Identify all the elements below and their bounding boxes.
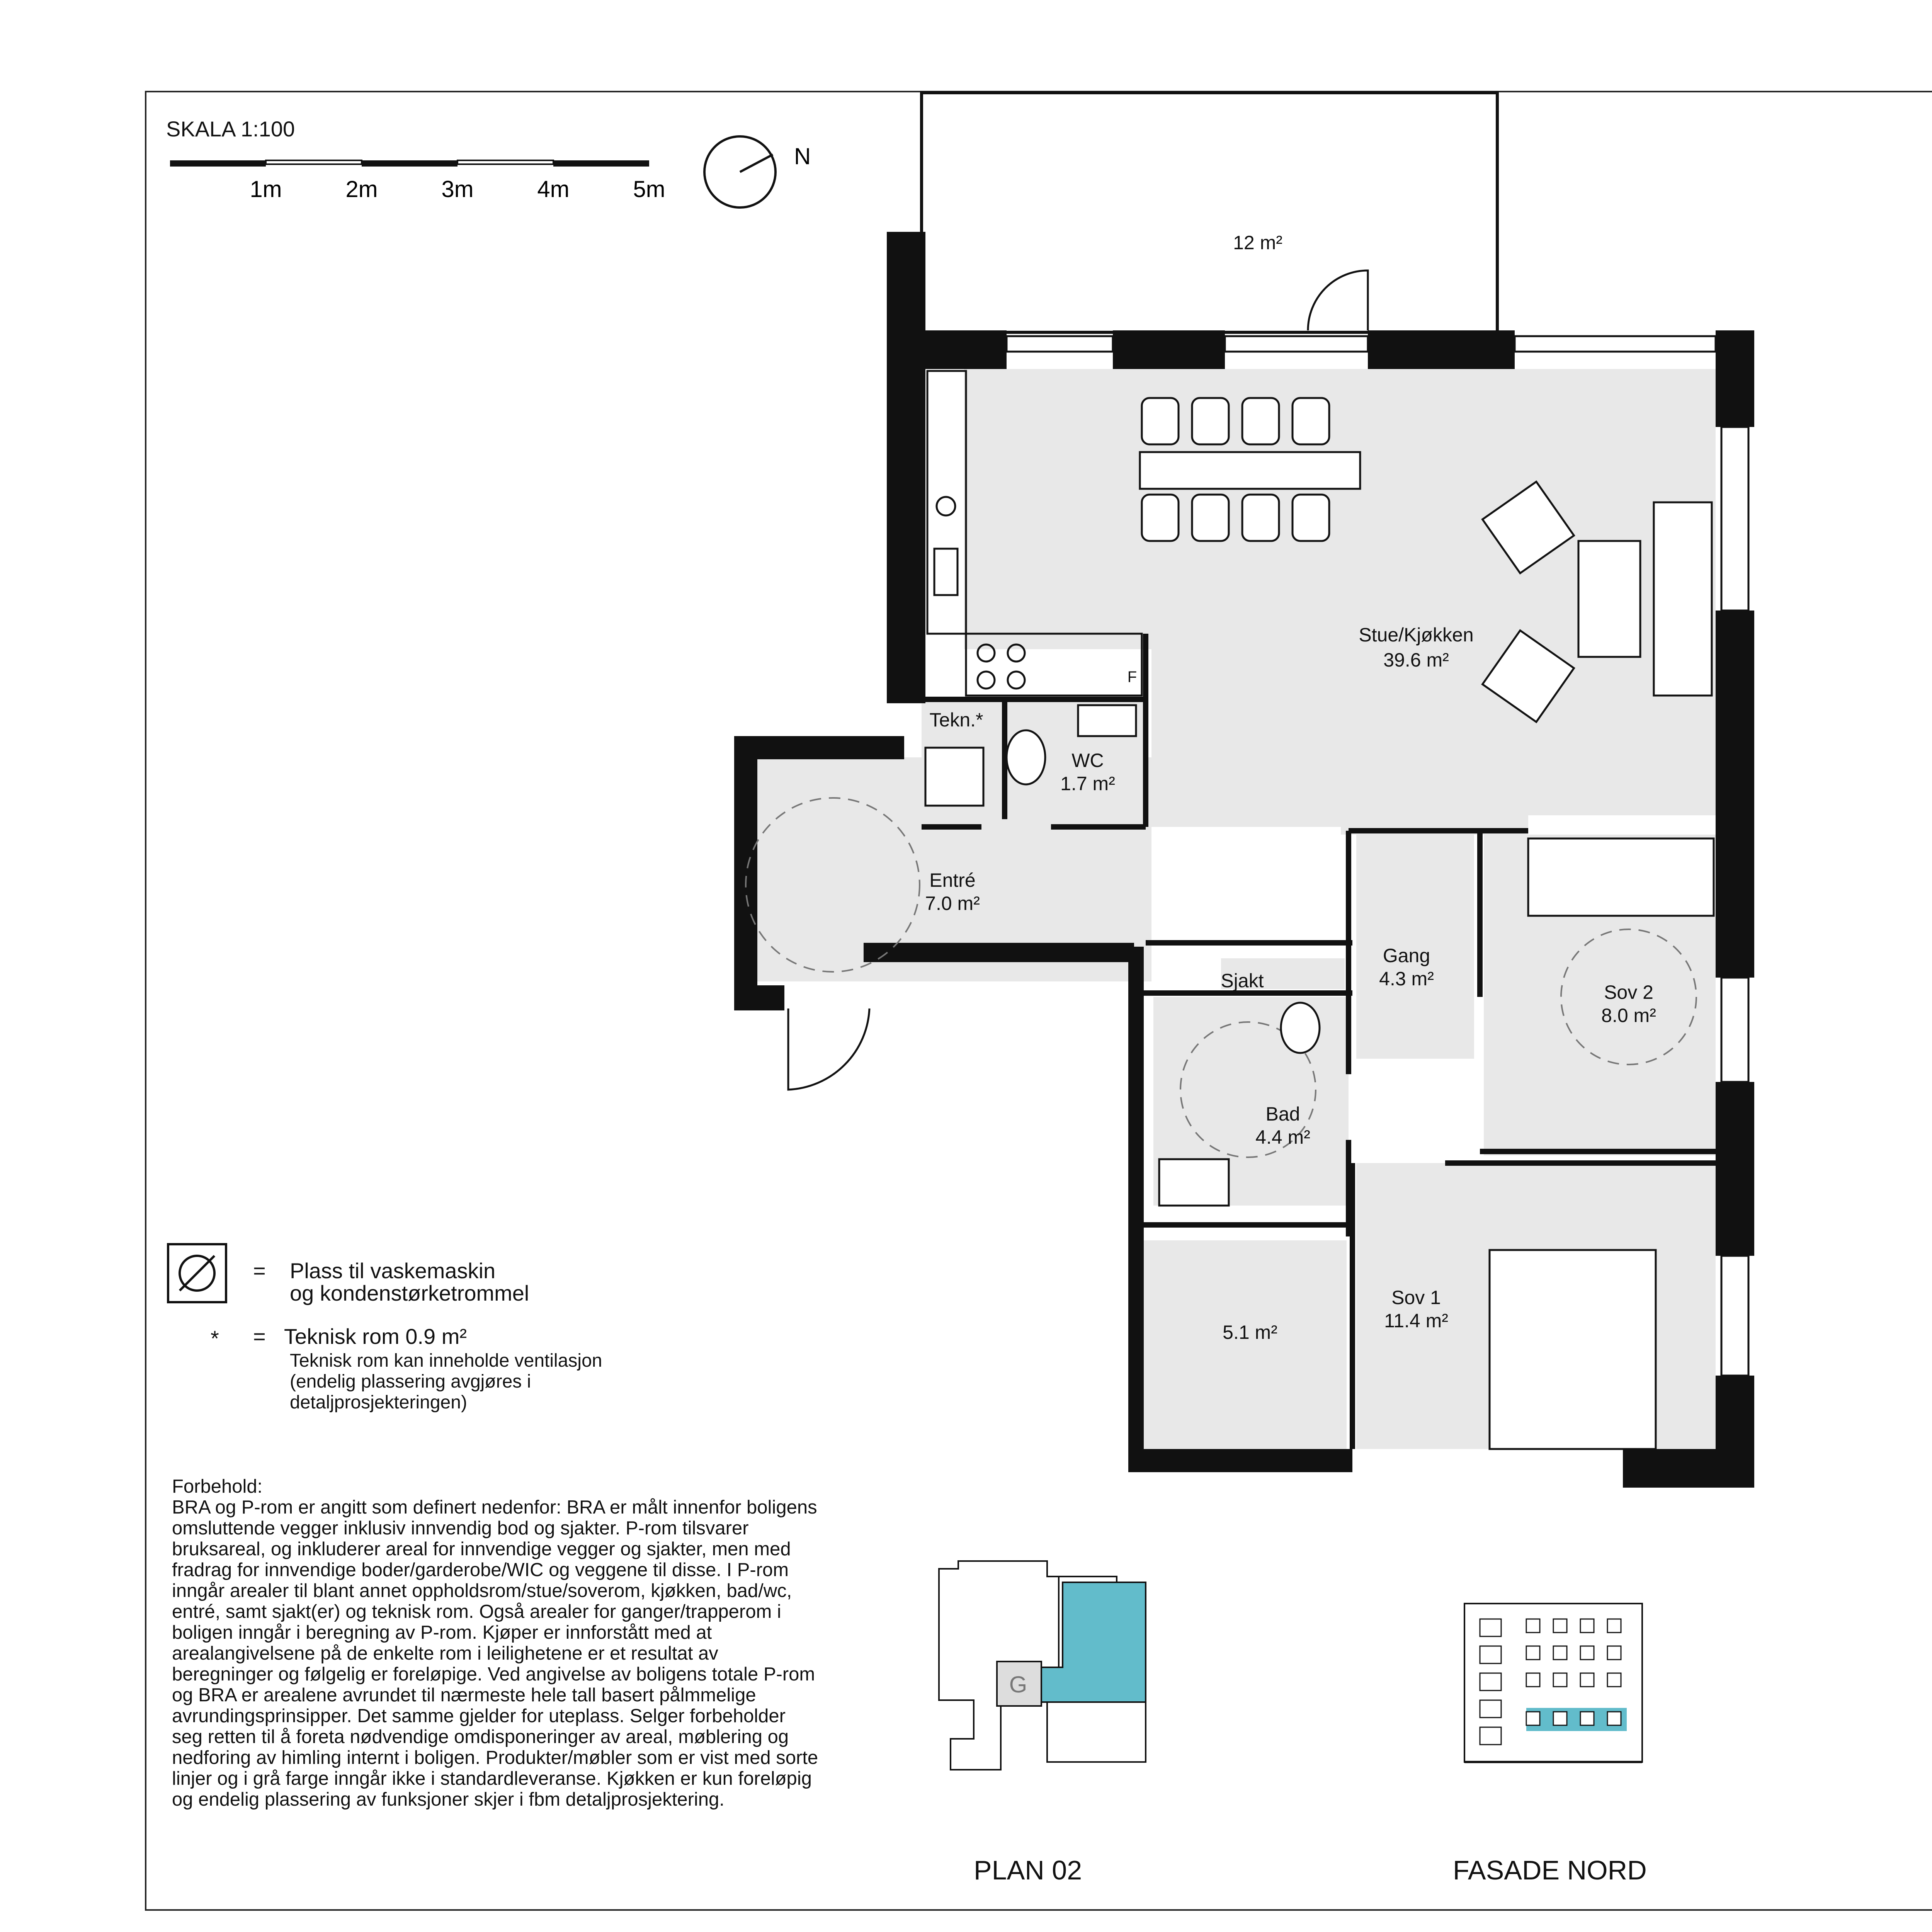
bad-shower bbox=[1159, 1159, 1229, 1206]
room-name-wc: WC bbox=[1071, 750, 1104, 771]
legend-tech-line3: (endelig plassering avgjøres i bbox=[290, 1371, 531, 1392]
legend-washer-line2: og kondenstørketrommel bbox=[290, 1281, 529, 1305]
kitchen-mark: F bbox=[1127, 668, 1137, 685]
keyplan-plan02 bbox=[931, 1553, 1182, 1777]
room-name-bad: Bad bbox=[1265, 1103, 1300, 1125]
wall-north-2 bbox=[1113, 330, 1225, 369]
window-e1 bbox=[1721, 427, 1748, 611]
room-name-sov2: Sov 2 bbox=[1604, 981, 1653, 1003]
keyplan-plan-label: PLAN 02 bbox=[974, 1855, 1082, 1885]
room-area-gang: 4.3 m² bbox=[1379, 968, 1434, 990]
room-name-gang: Gang bbox=[1383, 945, 1430, 966]
legend-tech-eq: = bbox=[253, 1324, 266, 1349]
room-area-stue: 39.6 m² bbox=[1383, 649, 1449, 671]
wall-east-1 bbox=[1716, 330, 1754, 427]
wall-entre-sw bbox=[734, 985, 784, 1010]
bad-toilet bbox=[1281, 1003, 1320, 1053]
wall-north-1 bbox=[925, 330, 1007, 369]
room-name-sov1: Sov 1 bbox=[1391, 1287, 1441, 1308]
wall-west-upper bbox=[887, 232, 925, 703]
legend-tech-line1: Teknisk rom 0.9 m² bbox=[284, 1324, 467, 1349]
floor-plan bbox=[726, 85, 1793, 1499]
scale-tick-4m: 4m bbox=[537, 176, 570, 202]
facade-nord bbox=[1453, 1596, 1669, 1766]
wall-west-bod bbox=[1128, 1217, 1144, 1472]
wall-east-2 bbox=[1716, 611, 1754, 978]
scale-tick-5m: 5m bbox=[633, 176, 665, 202]
wc-toilet bbox=[1007, 730, 1045, 784]
bed-sov2 bbox=[1528, 838, 1714, 916]
disclaimer-text: BRA og P-rom er angitt som definert nedenfor: BRA er målt innenfor boligens omsluttende vegger inklusiv innvendig bod og sjakter. P-rom tilsvarer bruksareal, og inkluderer areal for innvendige vegger og sjakter, men med fradrag for innvendige boder/garderobe/WIC og veggene til disse. I P-rom inngår arealer til blant annet oppholdsrom/stue/soverom, kjøkken, bad/wc, entré, samt sjakt(er) og teknisk rom. Også arealer for ganger/trapperom i boligen inngår i beregning av P-rom. Kjøper er innforstått med at arealangivelsene på de enkelte rom i leilighetene er et resultat av beregninger og følgelig er foreløpige. Ved angivelse av boligens totale P-rom og BRA er arealene avrundet til nærmeste hele tall basert pålmmelige avrundingsprinsipper. Det samme gjelder for uteplass. Selger forbeholder seg retten til å foreta nødvendige omdisponeringer av areal, møblering og nedforing av himling internt i boligen. Produkter/møbler som er vist med sorte linjer og i grå farge inngår ikke i standardleveranse. Kjøkken er kun foreløpig og endelig plassering av funksjoner skjer i fbm detaljprosjektering. bbox=[172, 1497, 818, 1810]
room-name-tekn: Tekn.* bbox=[929, 709, 983, 731]
keyplan-mark: G bbox=[1009, 1672, 1027, 1697]
scale-tick-1m: 1m bbox=[250, 176, 282, 202]
room-area-sov1: 11.4 m² bbox=[1384, 1310, 1448, 1332]
wall-east-3 bbox=[1716, 1082, 1754, 1256]
legend-washer-line1: Plass til vaskemaskin bbox=[290, 1259, 496, 1283]
entrance-door-swing bbox=[788, 1009, 869, 1090]
legend-tech-line4: detaljprosjekteringen) bbox=[290, 1392, 467, 1413]
legend-washer-eq: = bbox=[253, 1259, 266, 1283]
dining-table bbox=[1140, 398, 1360, 541]
scale-seg-4 bbox=[457, 160, 553, 164]
wall-entre-south bbox=[864, 943, 1134, 962]
wall-west-bad bbox=[1128, 947, 1144, 1217]
room-area-bod: 5.1 m² bbox=[1223, 1321, 1277, 1343]
window-e3 bbox=[1721, 1256, 1748, 1376]
window-e2 bbox=[1721, 978, 1748, 1082]
scale-tick-2m: 2m bbox=[345, 176, 378, 202]
wall-south-1 bbox=[1623, 1449, 1754, 1488]
scale-seg-1 bbox=[170, 160, 266, 167]
room-name-entre: Entré bbox=[929, 869, 976, 891]
bed-sov1 bbox=[1490, 1250, 1656, 1449]
floor-bod bbox=[1142, 1240, 1347, 1449]
room-area-bad: 4.4 m² bbox=[1255, 1126, 1310, 1148]
disclaimer-block bbox=[172, 1476, 821, 1810]
window-n1 bbox=[1007, 336, 1113, 352]
scale-bar bbox=[166, 153, 676, 211]
washer-icon bbox=[166, 1242, 236, 1312]
wc-sink bbox=[1078, 705, 1136, 736]
legend-tech-star: * bbox=[211, 1326, 219, 1350]
wall-south-2 bbox=[1128, 1449, 1352, 1472]
wall-entre-west bbox=[734, 736, 757, 1010]
scale-label: SKALA 1:100 bbox=[166, 117, 295, 141]
window-n2 bbox=[1225, 336, 1368, 352]
wall-entre-north bbox=[734, 736, 904, 759]
north-label: N bbox=[794, 143, 811, 169]
balcony bbox=[922, 93, 1497, 332]
washer-spot bbox=[925, 748, 983, 806]
legend-tech-line2: Teknisk rom kan inneholde ventilasjon bbox=[290, 1350, 602, 1371]
balcony-area: 12 m² bbox=[1233, 232, 1282, 253]
disclaimer-heading: Forbehold: bbox=[172, 1476, 263, 1497]
room-name-sjakt: Sjakt bbox=[1221, 970, 1264, 992]
room-area-wc: 1.7 m² bbox=[1060, 773, 1115, 794]
scale-tick-3m: 3m bbox=[441, 176, 474, 202]
scale-seg-5 bbox=[553, 160, 649, 167]
room-area-sov2: 8.0 m² bbox=[1601, 1005, 1656, 1026]
scale-seg-2 bbox=[266, 160, 362, 164]
keyplan-facade-label: FASADE NORD bbox=[1453, 1855, 1647, 1885]
room-name-stue: Stue/Kjøkken bbox=[1359, 624, 1474, 646]
wall-north-4 bbox=[1459, 330, 1513, 369]
scale-seg-3 bbox=[362, 160, 457, 167]
room-area-entre: 7.0 m² bbox=[925, 893, 980, 914]
window-n3 bbox=[1515, 336, 1716, 352]
